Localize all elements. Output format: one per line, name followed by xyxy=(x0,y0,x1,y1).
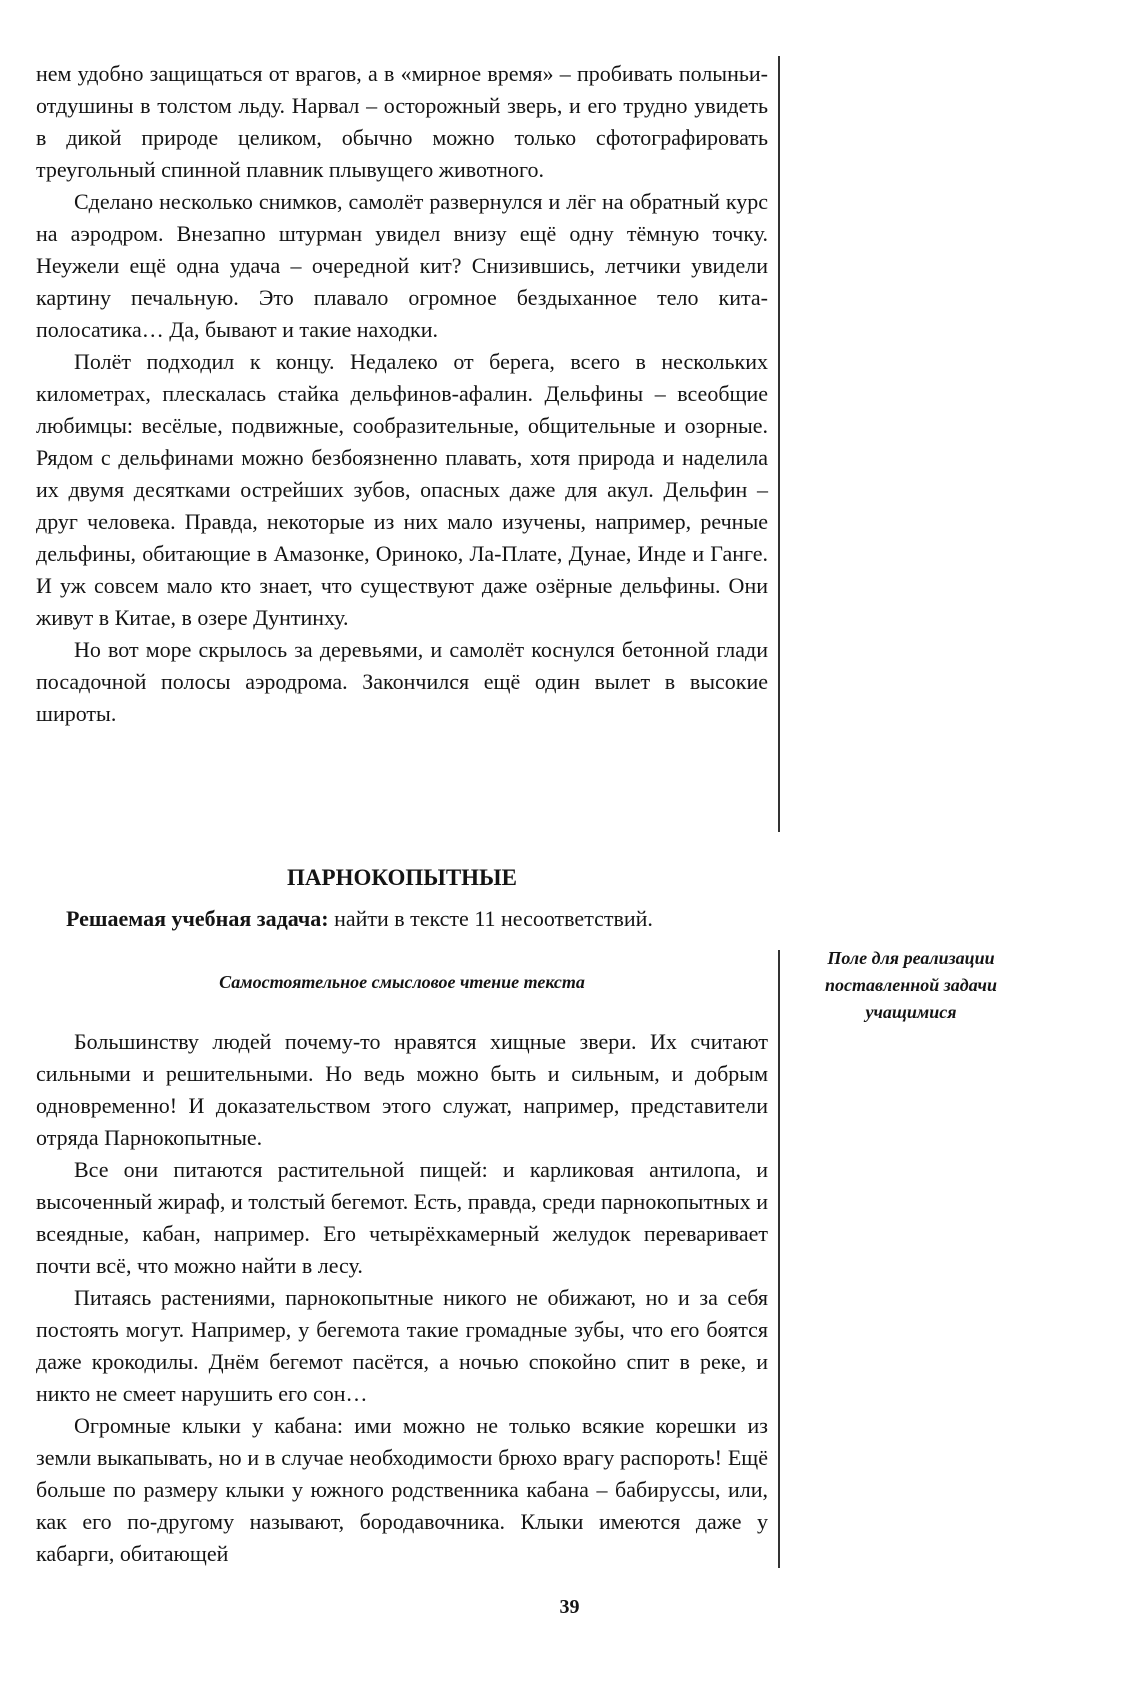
paragraph: Но вот море скрылось за деревьями, и самолёт коснулся бетонной глади посадочной полосы аэродрома. Закончился ещё один вылет в высокие широты. xyxy=(36,637,768,726)
paragraph: Сделано несколько снимков, самолёт развернулся и лёг на обратный курс на аэродром. Внезапно штурман увидел внизу ещё одну тёмную точку. Неужели ещё одна удача – очередной кит? Снизившись, летчики увидели картину печальную. Это плавало огромное бездыханное тело кита-полосатика… Да, бывают и такие находки. xyxy=(36,189,768,342)
paragraph: нем удобно защищаться от врагов, а в «мирное время» – пробивать полыньи-отдушины в толстом льду. Нарвал – осторожный зверь, и его трудно увидеть в дикой природе целиком, обычно можно только сфотографировать треугольный спинной плавник плывущего животного. xyxy=(36,61,768,182)
task-line xyxy=(66,903,768,935)
page-number: 39 xyxy=(559,1596,580,1618)
task-text: найти в тексте 11 несоответствий. xyxy=(328,906,653,931)
paragraph: Все они питаются растительной пищей: и карликовая антилопа, и высоченный жираф, и толстый бегемот. Есть, правда, среди парнокопытных и всеядные, кабан, например. Его четырёхкамерный желудок переваривает почти всё, что можно найти в лесу. xyxy=(36,1157,768,1278)
paragraph: Огромные клыки у кабана: ими можно не только всякие корешки из земли выкапывать, но и в случае необходимости брюхо врагу распороть! Ещё больше по размеру клыки у южного родственника кабана – бабируссы, или, как его по-другому называют, бородавочника. Клыки имеются даже у кабарги, обитающей xyxy=(36,1413,768,1566)
reading-subtitle: Самостоятельное смысловое чтение текста xyxy=(219,972,585,992)
paragraph: Полёт подходил к концу. Недалеко от берега, всего в нескольких километрах, плескалась стайка дельфинов-афалин. Дельфины – всеобщие любимцы: весёлые, подвижные, сообразительные, общительные и озорные. Рядом с дельфинами можно безбоязненно плавать, хотя природа и наделила их двумя десятками острейших зубов, опасных даже для акул. Дельфин – друг человека. Правда, некоторые из них мало изучены, например, речные дельфины, обитающие в Амазонке, Ориноко, Ла-Плате, Дунае, Инде и Ганге. И уж совсем мало кто знает, что существуют даже озёрные дельфины. Они живут в Китае, в озере Дунтинху. xyxy=(36,349,768,630)
top-text-section xyxy=(36,58,768,730)
task-label: Решаемая учебная задача: xyxy=(66,906,329,931)
margin-rule-top xyxy=(778,56,780,832)
margin-rule-bottom xyxy=(778,950,780,1568)
side-note: Поле для реализации поставленной задачи учащимися xyxy=(825,948,997,1022)
section-heading: ПАРНОКОПЫТНЫЕ xyxy=(287,865,517,890)
paragraph: Большинству людей почему-то нравятся хищные звери. Их считают сильными и решительными. Но ведь можно быть и сильным, и добрым одновременно! И доказательством этого служат, например, представители отряда Парнокопытные. xyxy=(36,1029,768,1150)
bottom-text-section xyxy=(36,1026,768,1570)
paragraph: Питаясь растениями, парнокопытные никого не обижают, но и за себя постоять могут. Например, у бегемота такие громадные зубы, что его боятся даже крокодилы. Днём бегемот пасётся, а ночью спокойно спит в реке, и никто не смеет нарушить его сон… xyxy=(36,1285,768,1406)
